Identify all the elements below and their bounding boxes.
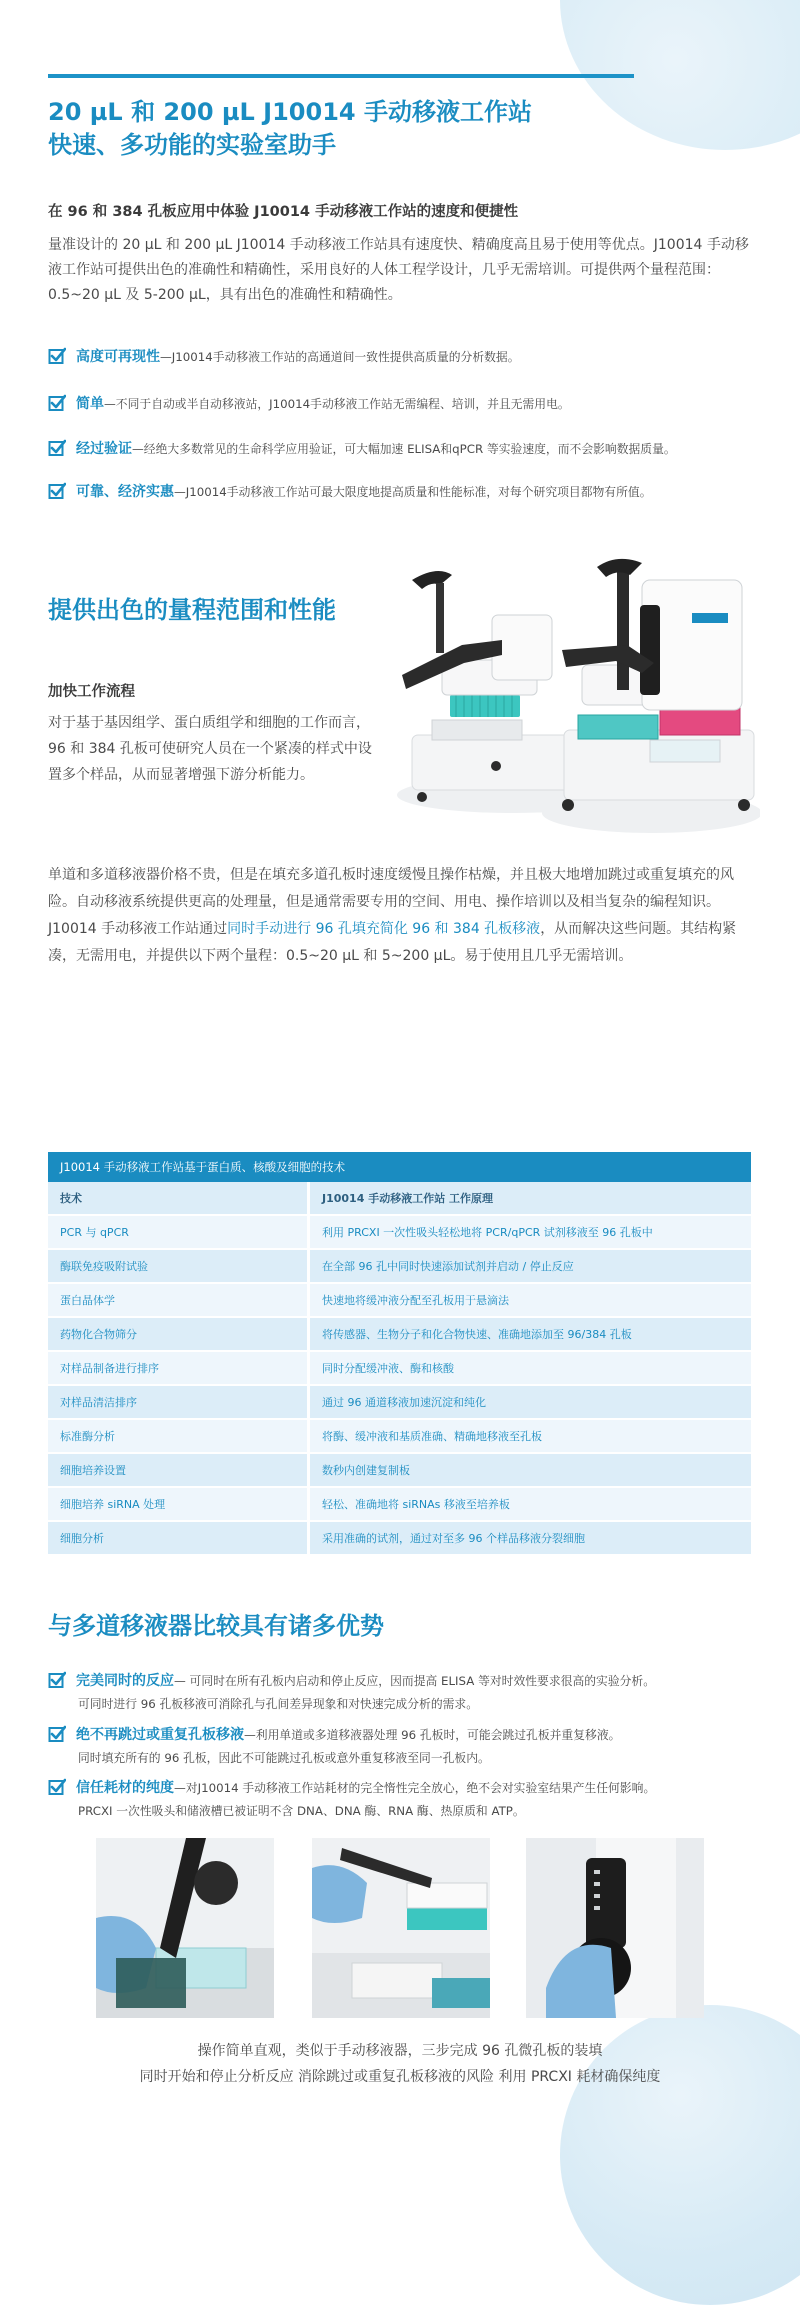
table-cell: 快速地将缓冲液分配至孔板用于悬滴法 — [310, 1284, 751, 1318]
table-cell: PCR 与 qPCR — [48, 1216, 310, 1250]
table-cell: 对样品清洁排序 — [48, 1386, 310, 1420]
table-row — [48, 1522, 751, 1556]
feature-desc: —不同于自动或半自动移液站，J10014手动移液工作站无需编程、培训，并且无需用电。 — [104, 396, 570, 411]
table-cell: 通过 96 通道移液加速沉淀和纯化 — [310, 1386, 751, 1420]
feature-title: 高度可再现性 — [76, 349, 160, 365]
advantage-title: 绝不再跳过或重复孔板移液 — [76, 1727, 244, 1743]
intro-subheading: 在 96 和 384 孔板应用中体验 J10014 手动移液工作站的速度和便捷性 — [48, 204, 519, 220]
feature-title: 可靠、经济实惠 — [76, 484, 174, 500]
table-row — [48, 1386, 751, 1420]
table-cell: 细胞培养 siRNA 处理 — [48, 1488, 310, 1522]
page-title-line2: 快速、多功能的实验室助手 — [48, 131, 336, 159]
table-cell: 数秒内创建复制板 — [310, 1454, 751, 1488]
advantage-detail: 可同时进行 96 孔板移液可消除孔与孔间差异现象和对快速完成分析的需求。 — [78, 1697, 479, 1711]
section-paragraph: 对于基于基因组学、蛋白质组学和细胞的工作而言，96 和 384 孔板可使研究人员在一个紧凑的样式中设置多个样品，从而显著增强下游分析能力。 — [48, 715, 372, 783]
table-cell: 将酶、缓冲液和基质准确、精确地移液至孔板 — [310, 1420, 751, 1454]
comparison-text-part2: ，从而解决这些问题。其结构紧凑，无需用电，并提供以下两个量程：0.5~20 µL 和 5~200 µL。易于使用且几乎无需培训。 — [48, 921, 737, 964]
feature-item — [48, 393, 768, 413]
advantage-detail: PRCXI 一次性吸头和储液槽已被证明不含 DNA、DNA 酶、RNA 酶、热原质和 ATP。 — [78, 1804, 525, 1818]
header-rule — [48, 74, 634, 78]
advantage-detail: 同时填充所有的 96 孔板，因此不可能跳过孔板或意外重复移液至同一孔板内。 — [78, 1751, 490, 1765]
table-cell: 细胞分析 — [48, 1522, 310, 1556]
table-row — [48, 1216, 751, 1250]
checkbox-check-icon — [48, 1778, 66, 1796]
table-cell: 蛋白晶体学 — [48, 1284, 310, 1318]
checkbox-check-icon — [48, 1725, 66, 1743]
advantages-title: 与多道移液器比较具有诸多优势 — [48, 1612, 384, 1640]
feature-desc: —经绝大多数常见的生命科学应用验证，可大幅加速 ELISA和qPCR 等实验速度，而不会影响数据质量。 — [132, 441, 676, 456]
advantage-desc: —对J10014 手动移液工作站耗材的完全惰性完全放心，绝不会对实验室结果产生任何影响。 — [174, 1780, 656, 1795]
advantage-item — [48, 1670, 768, 1712]
feature-desc: —J10014手动移液工作站的高通道间一致性提供高质量的分析数据。 — [160, 349, 520, 364]
feature-item — [48, 346, 768, 366]
feature-desc: —J10014手动移液工作站可最大限度地提高质量和性能标准，对每个研究项目都物有所值。 — [174, 484, 652, 499]
table-cell: 在全部 96 孔中同时快速添加试剂并启动 / 停止反应 — [310, 1250, 751, 1284]
table-cell: 细胞培养设置 — [48, 1454, 310, 1488]
advantage-item — [48, 1724, 768, 1766]
photo-loading-tips — [96, 1838, 274, 2018]
table-row — [48, 1488, 751, 1522]
advantage-title: 信任耗材的纯度 — [76, 1780, 174, 1796]
pipetting-workstation-image — [392, 555, 760, 845]
checkbox-check-icon — [48, 394, 66, 412]
table-row — [48, 1454, 751, 1488]
table-row — [48, 1420, 751, 1454]
section-title: 提供出色的量程范围和性能 — [48, 596, 336, 624]
section-subtitle: 加快工作流程 — [48, 684, 135, 700]
comparison-paragraph — [48, 862, 756, 970]
table-cell: 将传感器、生物分子和化合物快速、准确地添加至 96/384 孔板 — [310, 1318, 751, 1352]
table-cell: 药物化合物筛分 — [48, 1318, 310, 1352]
advantage-item — [48, 1777, 768, 1819]
table-cell: 对样品制备进行排序 — [48, 1352, 310, 1386]
technology-table — [48, 1152, 751, 1556]
table-col-header: 技术 — [48, 1182, 310, 1216]
table-cell: 标准酶分析 — [48, 1420, 310, 1454]
feature-title: 经过验证 — [76, 441, 132, 457]
table-row — [48, 1284, 751, 1318]
photo-caption-line1: 操作简单直观，类似于手动移液器，三步完成 96 孔微孔板的装填 — [197, 2043, 603, 2059]
table-col-header: J10014 手动移液工作站 工作原理 — [310, 1182, 751, 1216]
table-title: J10014 手动移液工作站基于蛋白质、核酸及细胞的技术 — [48, 1152, 751, 1182]
table-cell: 轻松、准确地将 siRNAs 移液至培养板 — [310, 1488, 751, 1522]
page-title — [48, 96, 648, 162]
comparison-highlight: 同时手动进行 96 孔填充简化 96 和 384 孔板移液 — [227, 921, 541, 937]
advantage-title: 完美同时的反应 — [76, 1673, 174, 1689]
table-cell: 同时分配缓冲液、酶和核酸 — [310, 1352, 751, 1386]
intro-paragraph: 量准设计的 20 µL 和 200 µL J10014 手动移液工作站具有速度快、精确度高且易于使用等优点。J10014 手动移液工作站可提供出色的准确性和精确性，采用良好的人体工程学设计，几乎无需培训。可提供两个量程范围：0.5~20 µL 及 5-200 µL，具有出色的准确性和精确性。 — [48, 237, 749, 303]
advantage-desc: — 可同时在所有孔板内启动和停止反应，因而提高 ELISA 等对时效性要求很高的实验分析。 — [174, 1673, 656, 1688]
feature-item — [48, 481, 768, 501]
photo-pipetting-plate — [312, 1838, 490, 2018]
checkbox-check-icon — [48, 1671, 66, 1689]
advantage-desc: —利用单道或多道移液器处理 96 孔板时，可能会跳过孔板并重复移液。 — [244, 1727, 621, 1742]
photo-control-handle — [526, 1838, 704, 2018]
table-row — [48, 1318, 751, 1352]
feature-title: 简单 — [76, 396, 104, 412]
table-cell: 采用准确的试剂，通过对至多 96 个样品移液分裂细胞 — [310, 1522, 751, 1556]
comparison-text-part1: 单道和多道移液器价格不贵，但是在填充多道孔板时速度缓慢且操作枯燥，并且极大地增加跳过或重复填充的风险。自动移液系统提供更高的处理量，但是通常需要专用的空间、用电、操作培训以及相当复杂的编程知识。J10014 手动移液工作站通过 — [48, 867, 734, 937]
table-cell: 酶联免疫吸附试验 — [48, 1250, 310, 1284]
table-row — [48, 1352, 751, 1386]
page-title-line1: 20 µL 和 200 µL J10014 手动移液工作站 — [48, 98, 532, 126]
table-header-row — [48, 1182, 751, 1216]
checkbox-check-icon — [48, 347, 66, 365]
feature-item — [48, 438, 768, 458]
photo-caption-line2: 同时开始和停止分析反应 消除跳过或重复孔板移液的风险 利用 PRCXI 耗材确保纯度 — [139, 2069, 661, 2085]
checkbox-check-icon — [48, 482, 66, 500]
table-cell: 利用 PRCXI 一次性吸头轻松地将 PCR/qPCR 试剂移液至 96 孔板中 — [310, 1216, 751, 1250]
table-row — [48, 1250, 751, 1284]
checkbox-check-icon — [48, 439, 66, 457]
